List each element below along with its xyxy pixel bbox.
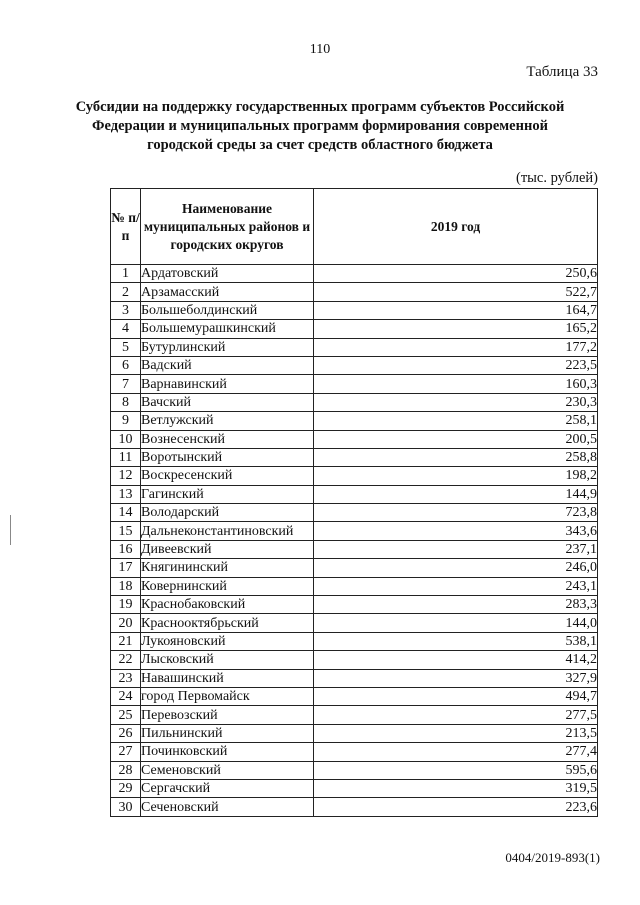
- subsidy-value: 223,5: [314, 356, 598, 374]
- table-row: [111, 540, 598, 558]
- district-name: Лысковский: [141, 651, 314, 669]
- subsidy-value: 144,9: [314, 485, 598, 503]
- table-row: [111, 485, 598, 503]
- units-label: (тыс. рублей): [516, 170, 598, 186]
- table-row: [111, 522, 598, 540]
- table-row: [111, 301, 598, 319]
- header-name: Наименование муниципальных районов и городских округов: [141, 189, 314, 265]
- table-row: [111, 577, 598, 595]
- row-number: 20: [111, 614, 141, 632]
- row-number: 9: [111, 412, 141, 430]
- table-row: [111, 761, 598, 779]
- row-number: 24: [111, 687, 141, 705]
- subsidy-value: 213,5: [314, 724, 598, 742]
- district-name: Сеченовский: [141, 798, 314, 816]
- row-number: 23: [111, 669, 141, 687]
- document-code: 0404/2019-893(1): [505, 850, 600, 865]
- row-number: 17: [111, 559, 141, 577]
- row-number: 8: [111, 393, 141, 411]
- subsidy-value: 230,3: [314, 393, 598, 411]
- district-name: Краснооктябрьский: [141, 614, 314, 632]
- page-number: 110: [309, 42, 331, 57]
- header-number: № п/п: [111, 189, 141, 265]
- subsidy-value: 327,9: [314, 669, 598, 687]
- table-row: [111, 798, 598, 816]
- district-name: Воротынский: [141, 448, 314, 466]
- subsidy-value: 243,1: [314, 577, 598, 595]
- subsidy-value: 414,2: [314, 651, 598, 669]
- table-row: [111, 393, 598, 411]
- row-number: 7: [111, 375, 141, 393]
- row-number: 14: [111, 504, 141, 522]
- table-row: [111, 779, 598, 797]
- subsidy-value: 595,6: [314, 761, 598, 779]
- table-row: [111, 504, 598, 522]
- table-row: [111, 375, 598, 393]
- subsidy-value: 258,1: [314, 412, 598, 430]
- row-number: 5: [111, 338, 141, 356]
- row-number: 28: [111, 761, 141, 779]
- table-body: [111, 265, 598, 817]
- district-name: Навашинский: [141, 669, 314, 687]
- row-number: 2: [111, 283, 141, 301]
- subsidy-value: 164,7: [314, 301, 598, 319]
- district-name: Пильнинский: [141, 724, 314, 742]
- district-name: Ковернинский: [141, 577, 314, 595]
- district-name: Сергачский: [141, 779, 314, 797]
- row-number: 15: [111, 522, 141, 540]
- district-name: Вадский: [141, 356, 314, 374]
- table-row: [111, 743, 598, 761]
- table-row: [111, 669, 598, 687]
- subsidy-value: 237,1: [314, 540, 598, 558]
- row-number: 3: [111, 301, 141, 319]
- header-year: 2019 год: [314, 189, 598, 265]
- district-name: Вознесенский: [141, 430, 314, 448]
- district-name: Большемурашкинский: [141, 320, 314, 338]
- subsidy-value: 165,2: [314, 320, 598, 338]
- district-name: Гагинский: [141, 485, 314, 503]
- table-row: [111, 687, 598, 705]
- row-number: 1: [111, 265, 141, 283]
- row-number: 25: [111, 706, 141, 724]
- subsidy-value: 538,1: [314, 632, 598, 650]
- table-row: [111, 283, 598, 301]
- row-number: 13: [111, 485, 141, 503]
- table-row: [111, 596, 598, 614]
- row-number: 10: [111, 430, 141, 448]
- district-name: Лукояновский: [141, 632, 314, 650]
- row-number: 26: [111, 724, 141, 742]
- district-name: Перевозский: [141, 706, 314, 724]
- row-number: 30: [111, 798, 141, 816]
- district-name: Семеновский: [141, 761, 314, 779]
- table-row: [111, 614, 598, 632]
- row-number: 16: [111, 540, 141, 558]
- district-name: Починковский: [141, 743, 314, 761]
- subsidy-value: 343,6: [314, 522, 598, 540]
- row-number: 4: [111, 320, 141, 338]
- subsidy-value: 160,3: [314, 375, 598, 393]
- district-name: Княгининский: [141, 559, 314, 577]
- district-name: Воскресенский: [141, 467, 314, 485]
- table-row: [111, 412, 598, 430]
- district-name: Большеболдинский: [141, 301, 314, 319]
- district-name: город Первомайск: [141, 687, 314, 705]
- subsidy-value: 198,2: [314, 467, 598, 485]
- table-row: [111, 651, 598, 669]
- district-name: Дальнеконстантиновский: [141, 522, 314, 540]
- district-name: Ардатовский: [141, 265, 314, 283]
- subsidies-table: [110, 188, 598, 817]
- row-number: 6: [111, 356, 141, 374]
- table-row: [111, 467, 598, 485]
- table-row: [111, 265, 598, 283]
- row-number: 27: [111, 743, 141, 761]
- subsidy-value: 319,5: [314, 779, 598, 797]
- subsidy-value: 277,4: [314, 743, 598, 761]
- table-row: [111, 338, 598, 356]
- district-name: Краснобаковский: [141, 596, 314, 614]
- subsidy-value: 494,7: [314, 687, 598, 705]
- table-row: [111, 430, 598, 448]
- subsidy-value: 258,8: [314, 448, 598, 466]
- table-row: [111, 356, 598, 374]
- subsidy-value: 177,2: [314, 338, 598, 356]
- table-row: [111, 448, 598, 466]
- row-number: 11: [111, 448, 141, 466]
- subsidy-value: 200,5: [314, 430, 598, 448]
- table-row: [111, 632, 598, 650]
- row-number: 22: [111, 651, 141, 669]
- subsidy-value: 144,0: [314, 614, 598, 632]
- subsidy-value: 223,6: [314, 798, 598, 816]
- row-number: 12: [111, 467, 141, 485]
- subsidy-value: 246,0: [314, 559, 598, 577]
- row-number: 18: [111, 577, 141, 595]
- row-number: 29: [111, 779, 141, 797]
- district-name: Арзамасский: [141, 283, 314, 301]
- subsidy-value: 723,8: [314, 504, 598, 522]
- table-row: [111, 320, 598, 338]
- margin-mark: [10, 515, 11, 545]
- district-name: Варнавинский: [141, 375, 314, 393]
- row-number: 19: [111, 596, 141, 614]
- row-number: 21: [111, 632, 141, 650]
- table-label: Таблица 33: [526, 64, 598, 80]
- subsidy-value: 277,5: [314, 706, 598, 724]
- district-name: Бутурлинский: [141, 338, 314, 356]
- district-name: Володарский: [141, 504, 314, 522]
- subsidy-value: 522,7: [314, 283, 598, 301]
- table-row: [111, 724, 598, 742]
- district-name: Ветлужский: [141, 412, 314, 430]
- table-row: [111, 706, 598, 724]
- subsidy-value: 283,3: [314, 596, 598, 614]
- district-name: Дивеевский: [141, 540, 314, 558]
- document-title: Субсидии на поддержку государственных программ субъектов Российской Федерации и муниципальных программ формирования современной городской среды за счет средств областного бюджета: [75, 99, 565, 153]
- subsidy-value: 250,6: [314, 265, 598, 283]
- table-header-row: [111, 189, 598, 265]
- district-name: Вачский: [141, 393, 314, 411]
- table-row: [111, 559, 598, 577]
